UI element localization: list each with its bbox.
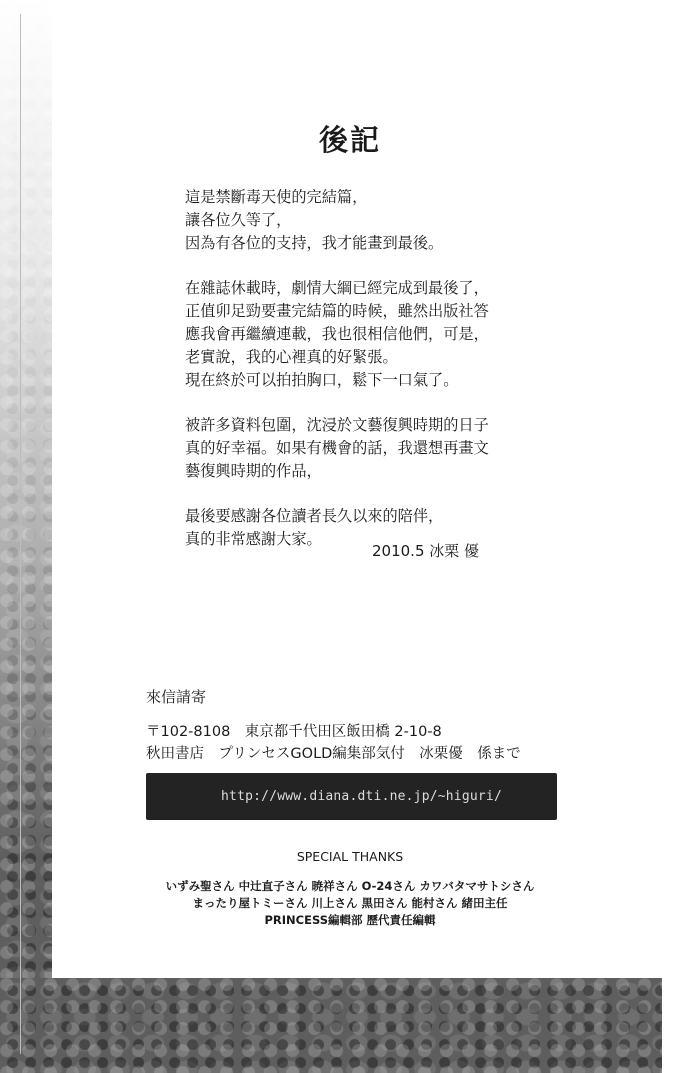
url-banner — [146, 773, 557, 820]
paragraph — [185, 414, 555, 483]
address-line: 秋田書店 プリンセスGOLD編集部気付 冰栗優 係まで — [146, 746, 521, 762]
text-line: 被許多資料包圍，沈浸於文藝復興時期的日子 — [185, 416, 489, 434]
text-line: 因為有各位的支持，我才能畫到最後。 — [185, 234, 444, 252]
paragraph — [185, 277, 555, 392]
text-line: 最後要感謝各位讀者長久以來的陪伴， — [185, 507, 444, 525]
afterword-body — [185, 186, 555, 573]
text-line: 藝復興時期的作品， — [185, 462, 322, 480]
page-title: 後記 — [318, 123, 381, 157]
paragraph — [185, 505, 555, 551]
text-line: 真的好幸福。如果有機會的話，我還想再畫文 — [185, 439, 489, 457]
thanks-line: いずみ聖さん 中辻直子さん 暁祥さん O-24さん カワバタマサトシさん — [165, 879, 535, 893]
text-line: 在雜誌休載時，劇情大綱已經完成到最後了， — [185, 279, 489, 297]
text-line: 老實說，我的心裡真的好緊張。 — [185, 348, 398, 366]
text-line: 這是禁斷毒天使的完結篇， — [185, 188, 368, 206]
decorative-border-bottom — [0, 978, 662, 1073]
text-line: 真的非常感謝大家。 — [185, 530, 322, 548]
address-line: 〒102-8108 東京都千代田区飯田橋 2-10-8 — [146, 724, 442, 740]
special-thanks-heading: SPECIAL THANKS — [296, 849, 404, 864]
text-line: 應我會再繼續連載，我也很相信他們，可是， — [185, 325, 489, 343]
paragraph — [185, 186, 555, 255]
mail-heading: 來信請寄 — [146, 688, 207, 706]
signature: 2010.5 冰栗 優 — [372, 542, 480, 560]
website-url[interactable]: http://www.diana.dti.ne.jp/~higuri/ — [221, 789, 502, 804]
text-line: 現在終於可以拍拍胸口，鬆下一口氣了。 — [185, 371, 459, 389]
special-thanks-list — [0, 878, 700, 929]
thanks-line: PRINCESS編輯部 歷代責任編輯 — [264, 913, 436, 927]
text-line: 讓各位久等了， — [185, 211, 292, 229]
mail-address — [146, 721, 521, 765]
text-line: 正值卯足勁要畫完結篇的時候，雖然出版社答 — [185, 302, 489, 320]
thanks-line: まったり屋トミーさん 川上さん 黒田さん 能村さん 緒田主任 — [192, 896, 508, 910]
